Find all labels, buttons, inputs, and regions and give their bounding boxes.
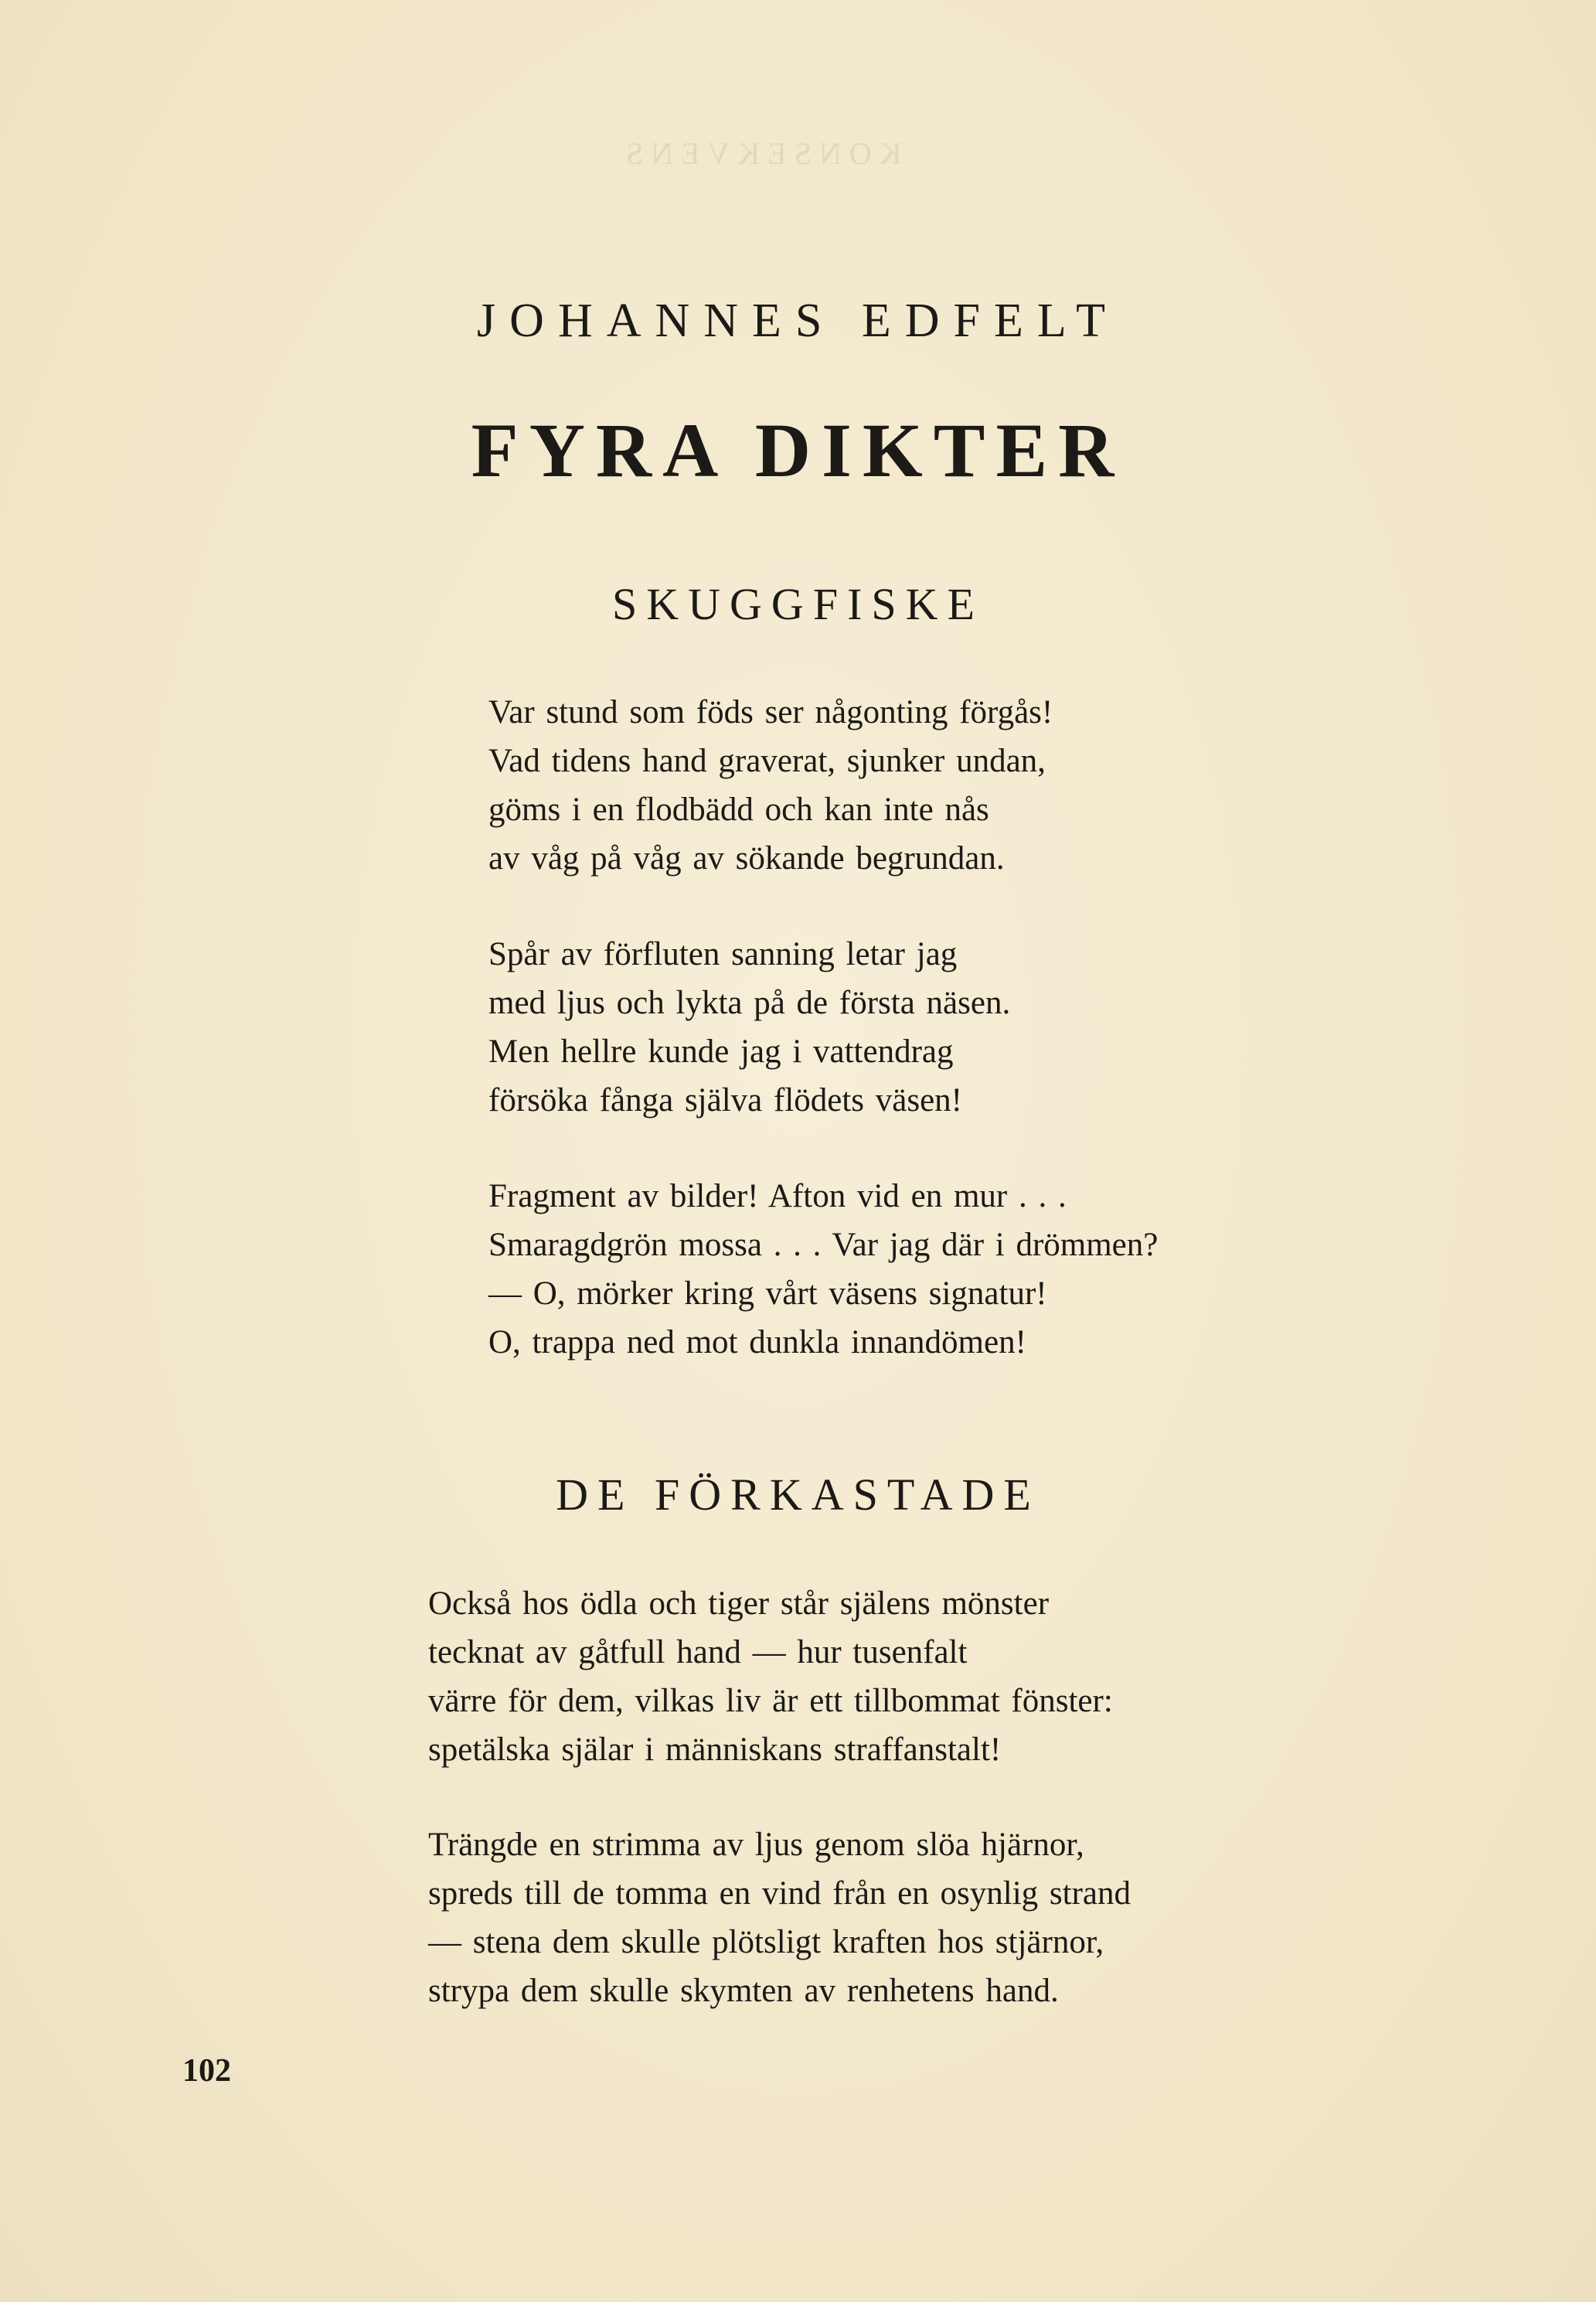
verse-line: spreds till de tomma en vind från en osynlig strand [428, 1875, 1131, 1912]
verse-line: Smaragdgrön mossa . . . Var jag där i drömmen? [488, 1227, 1159, 1263]
verse-line: Spår av förfluten sanning letar jag [488, 936, 958, 972]
verse-line: göms i en flodbädd och kan inte nås [488, 792, 989, 828]
verse-line: tecknat av gåtfull hand — hur tusenfalt [428, 1634, 968, 1670]
verse-line: Också hos ödla och tiger står själens mönster [428, 1585, 1050, 1622]
verse-line: försöka fånga själva flödets väsen! [488, 1082, 963, 1119]
poem-1-stanza-3 [488, 1172, 1158, 1367]
verse-line: — stena dem skulle plötsligt kraften hos stjärnor, [428, 1924, 1104, 1960]
poem-title-skuggfiske: SKUGGFISKE [612, 579, 984, 629]
poem-title-de-forkastade: DE FÖRKASTADE [556, 1469, 1040, 1520]
verse-line: Vad tidens hand graverat, sjunker undan, [488, 743, 1046, 779]
verse-line: värre för dem, vilkas liv är ett tillbommat fönster: [428, 1683, 1113, 1719]
verse-line: O, trappa ned mot dunkla innandömen! [488, 1324, 1026, 1360]
bleed-through-header: KONSEKVENS [618, 136, 902, 171]
verse-line: spetälska själar i människans straffanstalt! [428, 1732, 1002, 1768]
verse-line: strypa dem skulle skymten av renhetens hand. [428, 1973, 1059, 2009]
author-name: JOHANNES EDFELT [477, 295, 1119, 347]
verse-line: Fragment av bilder! Afton vid en mur . . . [488, 1178, 1067, 1214]
poem-1-stanza-1 [488, 688, 1053, 883]
verse-line: Men hellre kunde jag i vattendrag [488, 1034, 954, 1070]
verse-line: med ljus och lykta på de första näsen. [488, 985, 1011, 1021]
page-number: 102 [182, 2053, 231, 2089]
verse-line: — O, mörker kring vårt väsens signatur! [488, 1275, 1047, 1312]
poem-1-stanza-2 [488, 930, 1010, 1125]
poem-2-stanza-1 [428, 1579, 1113, 1774]
verse-line: av våg på våg av sökande begrundan. [488, 840, 1005, 877]
verse-line: Trängde en strimma av ljus genom slöa hjärnor, [428, 1827, 1084, 1863]
collection-title: FYRA DIKTER [471, 407, 1125, 493]
verse-line: Var stund som föds ser någonting förgås! [488, 694, 1053, 730]
poem-2-stanza-2 [428, 1820, 1131, 2015]
